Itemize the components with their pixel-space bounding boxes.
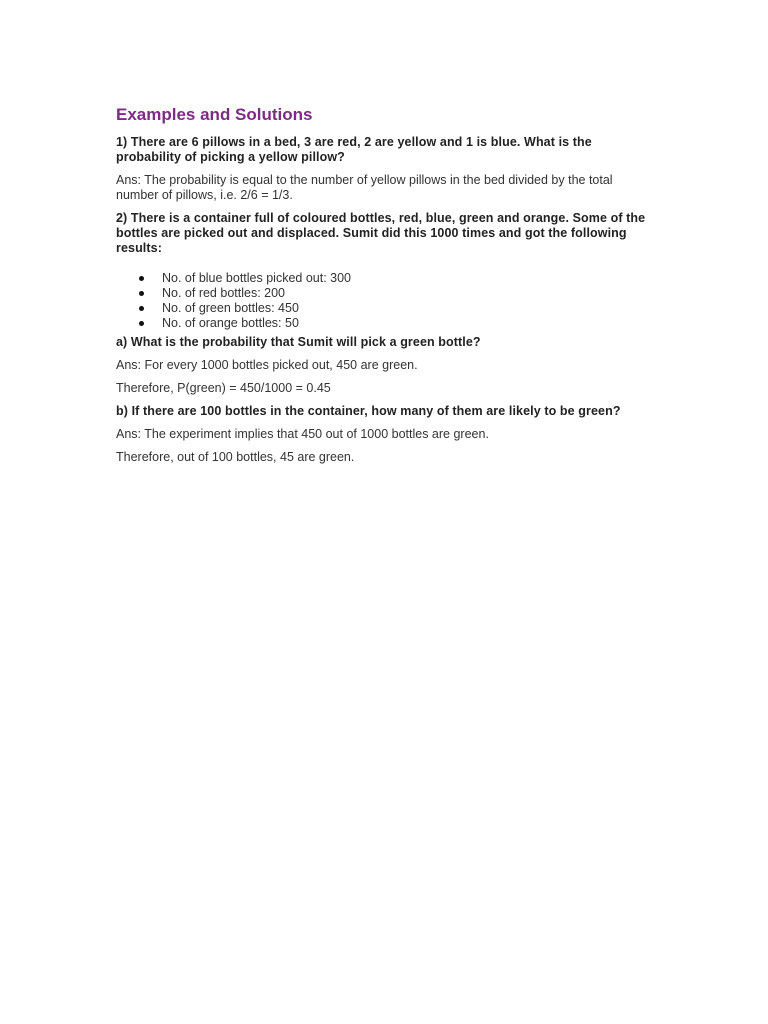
conclusion-2a: Therefore, P(green) = 450/1000 = 0.45 xyxy=(116,381,331,395)
document-page xyxy=(116,104,646,473)
bullet-icon xyxy=(139,306,144,311)
question-2b: b) If there are 100 bottles in the container, how many of them are likely to be green? xyxy=(116,404,621,418)
list-item xyxy=(116,301,646,316)
bullet-icon xyxy=(139,276,144,281)
list-item-text: No. of blue bottles picked out: 300 xyxy=(162,271,352,285)
question-2: 2) There is a container full of coloured bottles, red, blue, green and orange. Some of the bottles are picked out and displaced. Sumit did this 1000 times and got the following results: xyxy=(116,211,646,255)
page-title: Examples and Solutions xyxy=(116,105,313,124)
answer-1: Ans: The probability is equal to the number of yellow pillows in the bed divided by the total number of pillows, i.e. 2/6 = 1/3. xyxy=(116,173,613,202)
question-1: 1) There are 6 pillows in a bed, 3 are red, 2 are yellow and 1 is blue. What is the probability of picking a yellow pillow? xyxy=(116,135,592,164)
results-list xyxy=(116,264,646,331)
list-item-text: No. of orange bottles: 50 xyxy=(162,316,299,330)
list-item xyxy=(116,271,646,286)
list-item-text: No. of red bottles: 200 xyxy=(162,286,285,300)
list-item xyxy=(116,316,646,331)
bullet-icon xyxy=(139,291,144,296)
answer-2a: Ans: For every 1000 bottles picked out, 450 are green. xyxy=(116,358,418,372)
conclusion-2b: Therefore, out of 100 bottles, 45 are green. xyxy=(116,450,355,464)
question-2a: a) What is the probability that Sumit will pick a green bottle? xyxy=(116,335,481,349)
list-item xyxy=(116,286,646,301)
answer-2b: Ans: The experiment implies that 450 out of 1000 bottles are green. xyxy=(116,427,489,441)
bullet-icon xyxy=(139,321,144,326)
list-item-text: No. of green bottles: 450 xyxy=(162,301,299,315)
